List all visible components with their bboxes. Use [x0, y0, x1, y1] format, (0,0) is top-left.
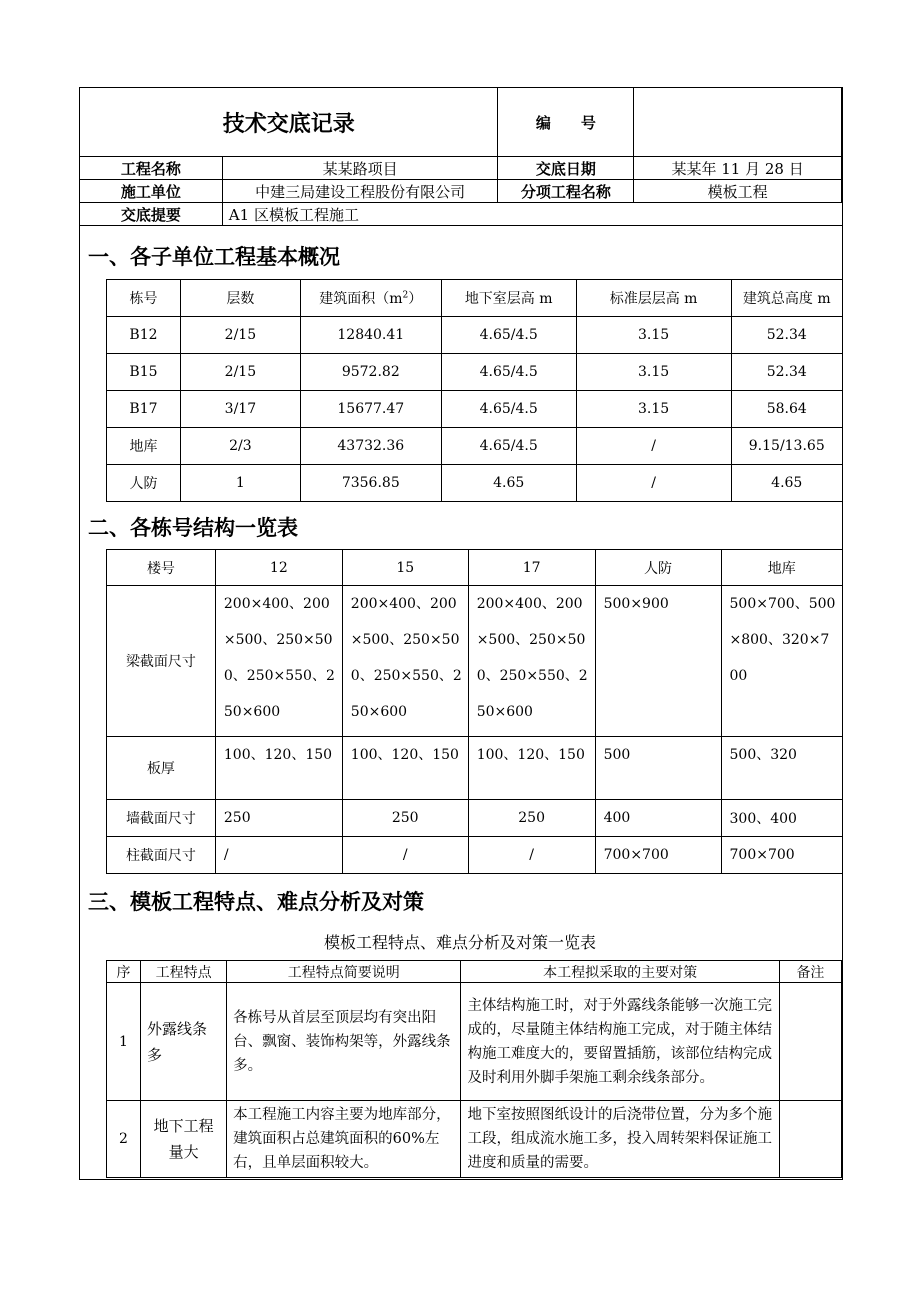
measure-cell: 主体结构施工时，对于外露线条能够一次施工完成的，尽量随主体结构施工完成，对于随主体结构施工难度大的，要留置插筋，该部位结构完成及时利用外脚手架施工剩余线条部分。 [461, 983, 779, 1101]
table-cell: 100、120、150 [342, 737, 468, 800]
structure-table [106, 549, 842, 874]
table-row [107, 391, 843, 428]
overview-col-header: 层数 [180, 280, 300, 317]
table-row [107, 800, 843, 837]
table-cell: 300、400 [721, 800, 842, 837]
overview-col-header: 建筑面积$(m^2)$ [300, 280, 441, 317]
table-cell: 200×400、200×500、250×500、250×550、250×600 [468, 586, 595, 737]
feature-cell: 外露线条多 [141, 983, 227, 1101]
table-cell: 2/3 [180, 428, 300, 465]
table-cell: 250 [215, 800, 342, 837]
unit-value: 中建三局建设工程股份有限公司 [222, 180, 498, 203]
table-cell: 人防 [107, 465, 181, 502]
wall-label: 墙截面尺寸 [107, 800, 216, 837]
table-cell: 地库 [107, 428, 181, 465]
note-cell [779, 983, 841, 1101]
table-cell: 9572.82 [300, 354, 441, 391]
measures-col-header: 本工程拟采取的主要对策 [461, 961, 779, 983]
table-row [107, 837, 843, 874]
table-cell: 500、320 [721, 737, 842, 800]
table-cell: 100、120、150 [215, 737, 342, 800]
measures-col-header: 备注 [779, 961, 841, 983]
table-cell: 250 [468, 800, 595, 837]
unit-label: 施工单位 [80, 180, 223, 203]
table-cell: 500×700、500×800、320×700 [721, 586, 842, 737]
beam-label: 梁截面尺寸 [107, 586, 216, 737]
table-row [107, 586, 843, 737]
table-cell: 700×700 [595, 837, 721, 874]
table-cell: 58.64 [731, 391, 842, 428]
header-table [79, 87, 842, 226]
project-name-label: 工程名称 [80, 157, 223, 180]
structure-col-header: 地库 [721, 550, 842, 586]
row-number: 2 [107, 1101, 141, 1178]
table-cell: / [576, 465, 731, 502]
overview-header-row [107, 280, 843, 317]
table-row [107, 737, 843, 800]
section2-title: 二、各栋号结构一览表 [88, 516, 298, 540]
number-label: 编 号 [498, 88, 634, 157]
feature-cell: 地下工程量大 [141, 1101, 227, 1178]
table-cell: 500 [595, 737, 721, 800]
overview-col-header: 栋号 [107, 280, 181, 317]
table-cell: 200×400、200×500、250×500、250×550、250×600 [342, 586, 468, 737]
number-value [634, 88, 842, 157]
measures-col-header: 工程特点 [141, 961, 227, 983]
subproject-label: 分项工程名称 [498, 180, 634, 203]
table-cell: 3/17 [180, 391, 300, 428]
overview-col-header: 地下室层高 m [441, 280, 576, 317]
table-cell: / [342, 837, 468, 874]
structure-header-row [107, 550, 843, 586]
overview-col-header: 建筑总高度 m [731, 280, 842, 317]
measures-col-header: 序 [107, 961, 141, 983]
table-cell: 3.15 [576, 317, 731, 354]
table-cell: / [576, 428, 731, 465]
table-cell: / [215, 837, 342, 874]
table-cell: 3.15 [576, 354, 731, 391]
slab-label: 板厚 [107, 737, 216, 800]
overview-col-header: 标准层层高 m [576, 280, 731, 317]
table-cell: 3.15 [576, 391, 731, 428]
table-cell: 4.65/4.5 [441, 391, 576, 428]
table-cell: 2/15 [180, 317, 300, 354]
date-label: 交底日期 [498, 157, 634, 180]
section3-title: 三、模板工程特点、难点分析及对策 [88, 890, 424, 914]
table-cell: 4.65/4.5 [441, 317, 576, 354]
table-cell: 500×900 [595, 586, 721, 737]
table-cell: 12840.41 [300, 317, 441, 354]
note-cell [779, 1101, 841, 1178]
structure-col-header: 人防 [595, 550, 721, 586]
table-row [107, 428, 843, 465]
table-cell: 15677.47 [300, 391, 441, 428]
table-cell: 7356.85 [300, 465, 441, 502]
subproject-value: 模板工程 [634, 180, 842, 203]
project-name: 某某路项目 [222, 157, 498, 180]
table-cell: 200×400、200×500、250×500、250×550、250×600 [215, 586, 342, 737]
table-cell: 4.65 [441, 465, 576, 502]
column-label: 柱截面尺寸 [107, 837, 216, 874]
table-cell: 700×700 [721, 837, 842, 874]
structure-col-header: 12 [215, 550, 342, 586]
table-row [107, 465, 843, 502]
table-cell: 43732.36 [300, 428, 441, 465]
description-cell: 本工程施工内容主要为地库部分，建筑面积占总建筑面积的60%左右，且单层面积较大。 [227, 1101, 461, 1178]
doc-title: 技术交底记录 [222, 111, 355, 137]
description-cell: 各栋号从首层至顶层均有突出阳台、飘窗、装饰构架等，外露线条多。 [227, 983, 461, 1101]
table-cell: B12 [107, 317, 181, 354]
table-cell: 52.34 [731, 354, 842, 391]
measure-cell: 地下室按照图纸设计的后浇带位置，分为多个施工段，组成流水施工多，投入周转架料保证施工进度和质量的需要。 [461, 1101, 779, 1178]
table-cell: 4.65 [731, 465, 842, 502]
structure-col-header: 15 [342, 550, 468, 586]
table-cell: 1 [180, 465, 300, 502]
table-cell: 52.34 [731, 317, 842, 354]
table-cell: / [468, 837, 595, 874]
table-cell: 400 [595, 800, 721, 837]
table-cell: 250 [342, 800, 468, 837]
summary-label: 交底提要 [80, 203, 223, 226]
table-row [107, 354, 843, 391]
table-cell: 2/15 [180, 354, 300, 391]
table-cell: B17 [107, 391, 181, 428]
overview-table [106, 279, 842, 502]
measures-header-row [107, 961, 842, 983]
table-cell: 9.15/13.65 [731, 428, 842, 465]
table-cell: B15 [107, 354, 181, 391]
table-cell: 100、120、150 [468, 737, 595, 800]
section1-title: 一、各子单位工程基本概况 [88, 245, 340, 269]
table-row [107, 983, 842, 1101]
table-row [107, 317, 843, 354]
row-number: 1 [107, 983, 141, 1101]
table-row [107, 1101, 842, 1178]
table-cell: 4.65/4.5 [441, 354, 576, 391]
table-cell: 4.65/4.5 [441, 428, 576, 465]
measures-table [106, 960, 842, 1178]
measures-col-header: 工程特点简要说明 [227, 961, 461, 983]
measures-table-caption: 模板工程特点、难点分析及对策一览表 [323, 933, 596, 952]
date-value: 某某年 11 月 28 日 [634, 157, 842, 180]
structure-col-header: 楼号 [107, 550, 216, 586]
summary-value: A1 区模板工程施工 [222, 203, 841, 226]
structure-col-header: 17 [468, 550, 595, 586]
